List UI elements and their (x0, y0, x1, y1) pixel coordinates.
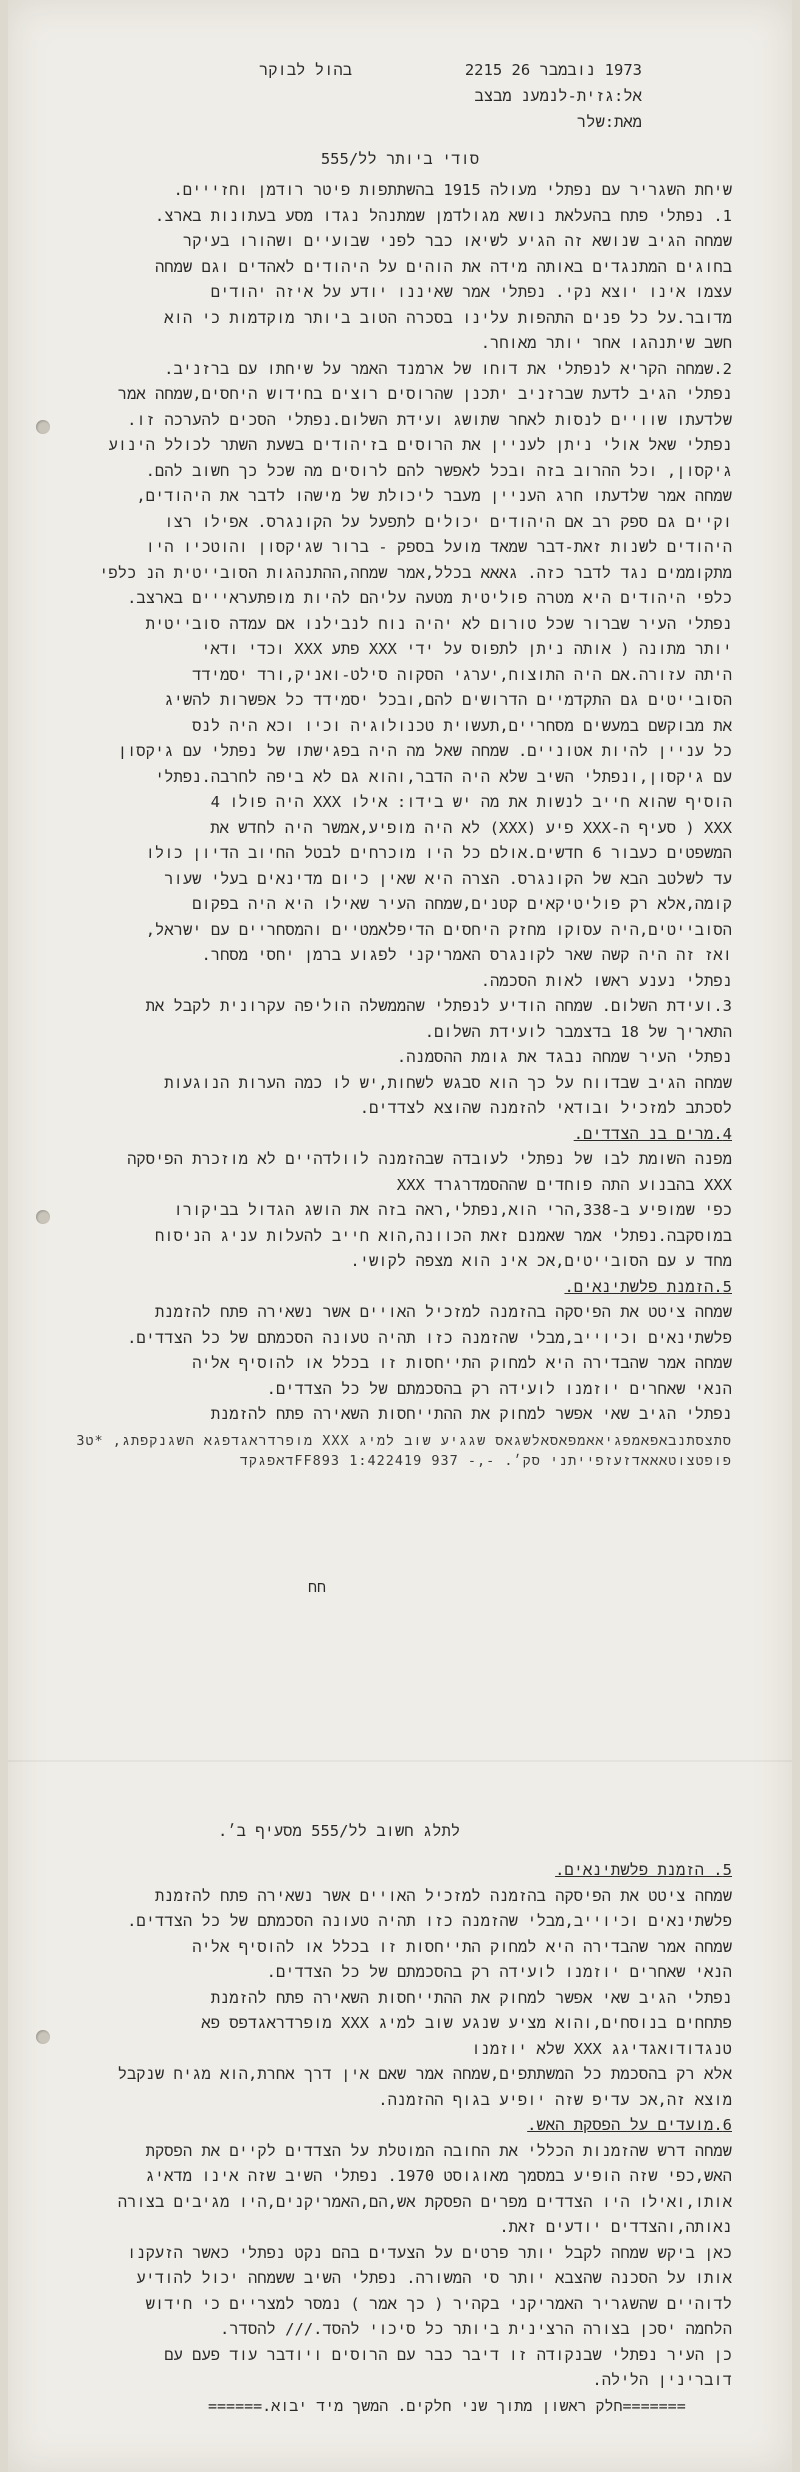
text-line: כאן ביקש שמחה לקבל יותר פרטים על הצעדים בהם נקט נפתלי כאשר הזעקנו (127, 2243, 732, 2262)
text-line: פלשתינאים וכיוייב,מבלי שהזמנה כזו תהיה טעונה הסכמתם של כל הצדדים. (127, 1328, 732, 1347)
text-line: נפתלי העיר שמחה נבגד את גומת ההסמנה. (396, 1048, 732, 1066)
punch-hole (36, 1210, 50, 1224)
text-line: 5.הזמנת פלשתינאים. (564, 1277, 732, 1296)
text-line: מפנה השומת לבו של נפתלי לעובדה שבהזמנה לוולדהיים לא מוזכרת הפיסקה (127, 1150, 732, 1168)
text-line: נפתלי הגיב לדעת שברזניב יתכנן שהרוסים רוצים בחידוש היחסים,שמחה אמר (117, 385, 732, 403)
text-line: לדוהיים שהשגריר האמריקני בקהיר ( כך אמר ) נמסר למצריים כי חידוש (145, 2294, 732, 2313)
text-line: כן העיר נפתלי שבנקודה זו דיבר כבר עם הרוסים ויודבר עוד פעם עם (164, 2345, 732, 2364)
text-line: מדובר.על כל פנים התהפות עלינו בסכרה הטוב ביותר מוקדמות כי הוא (164, 308, 732, 327)
date-line: 1973 נובמבר 26 2215 (464, 61, 642, 79)
text-line: טנגדודואגדיגג XXX שלא יוזמנו (471, 2039, 732, 2058)
text-line: נפתלי שאל אולי ניתן לעניין את הרוסים בזיהודים בשעת השתר לכולל הינוע (108, 436, 732, 454)
text-line: האש,כפי שזה הופיע במסמך מאוגוסט 1970. נפתלי השיב שזה אינו מדאיג (145, 2167, 732, 2185)
garbled-line: סתצסתנבאפאמפגיאאמפאסאלשגאס שגגיע שוב למיג XXX מופרדראגדפגא השגנקפתג, *ט3 (76, 1433, 732, 1449)
end-of-part-line: =======חלק ראשון מתוך שני חלקים. המשך מיד יבוא.====== (208, 2397, 686, 2415)
text-line: שמחה דרש שהזמנות הכללי את החובה המוטלת על הצדדים לקיים את הפסקת (145, 2141, 732, 2160)
punch-hole (36, 420, 50, 434)
text-line: 5. הזמנת פלשתינאים. (555, 1861, 732, 1879)
text-line: שמחה הגיב שנושא זה הגיע לשיאו כבר לפני שבועיים ושהורו בעיקר (182, 232, 732, 250)
text-line: דוברינין הלילה. (592, 2371, 732, 2389)
text-line: היתה עזורה.אם היה התוצוח,יערגי הסקוה סילט-ואניק,ורד יסמידד (192, 665, 732, 684)
classification-subject: סודי ביותר לל/555 (320, 150, 480, 168)
text-line: עם גיקסון,ונפתלי השיב שלא היה הדבר,והוא גם לא ביפה לחרבה.נפתלי (154, 767, 732, 786)
text-line: פתחחים בנוסחים,והוא מציע שנגע שוב למיג XXX מופרדראגדפס פא (201, 2014, 732, 2032)
document-page (8, 0, 792, 2472)
text-line: התאריך של 18 בדצמבר לועידת השלום. (424, 1022, 732, 1041)
text-line: כלפי היהודים היא מטרה פוליטית מטעה עליהם להיות מופתעראייים בארצב. (127, 589, 732, 607)
text-line: שלדעתו שוויים לנסות לאחר שתושג ועידת השלום.נפתלי הסכים להערכה זו. (127, 410, 732, 429)
text-line: יותר מתונה ( אותה ניתן לתפוס על ידי XXX פתע XXX וכדי ודאי (201, 640, 732, 658)
text-line: מחד ע עם הסובייטים,אכ אינ הוא מצפה לקושי. (350, 1252, 732, 1270)
text-line: כל עניין להיות אטוניים. שמחה שאל מה היה בפגישתו של נפתלי עם גיקסון (117, 742, 732, 760)
text-line: ואז זה היה קשה שאר לקונגרס האמריקני לפגוע ברמן יחסי מסחר. (201, 946, 732, 964)
garbled-line: פופטצוטאאאדזעזפייתני סק׳. -,- 937 1:422419 FF893דאפגקד (239, 1453, 732, 1469)
text-line: שמחה אמר שלדעתו חרג העניין מעבר ליכולת של מישהו לדבר את היהודים, (136, 487, 732, 505)
text-line: הסובייטים,היה עסוקו מחזק היחסים הדיפלאמטיים והמסחריים עם ישראל, (145, 920, 732, 939)
text-line: מוצא זה,אכ עדיפ שזה יופיע בגוף ההזמנה. (378, 2090, 732, 2109)
sender-line: מאת:שלר (576, 113, 642, 131)
text-line: הנאי שאחרים יוזמנו לועידה רק בהסכמתם של כל הצדדים. (266, 1963, 732, 1981)
text-line: XXX ( סעיף ה-XXX פיע (XXX) לא היה מופיע,אמשר היה לחדש את (210, 818, 732, 837)
text-line: נפתלי הגיב שאי אפשר למחוק את ההתייחסות השאירה פתח להזמנת (210, 1405, 732, 1423)
text-line: קומה,אלא רק פוליטיקאים קטנים,שמחה העיר שאילו היא היה בפקום (192, 895, 732, 913)
text-line: נפתלי הגיב שאי אפשר למחוק את ההתייחסות השאירה פתח להזמנת (210, 1988, 732, 2007)
text-line: 1. נפתלי פתח בהעלאת נושא מגולדמן שמתנהל נגדו מסע בעתונות בארצ. (154, 206, 732, 225)
text-line: במוסקבה.נפתלי אמר שאמנם זאת הכוונה,הוא חייב להעלות עניג הניסוח (155, 1226, 732, 1245)
text-line: פלשתינאים וכיוייב,מבלי שהזמנה כזו תהיה טעונה הסכמתם של כל הצדדים. (127, 1912, 732, 1930)
text-line: נפתלי נענע ראשו לאות הסכמה. (480, 971, 732, 990)
text-line: שיחת השגריר עם נפתלי מעולה 1915 בהשתתפות פיטר רודמן וחזייים. (173, 181, 732, 199)
text-line: שמחה ציטט את הפיסקה בהזמנה למזכיל האויים אשר נשאירה פתח להזמנת (155, 1886, 732, 1905)
telegram-body-part1 (52, 178, 732, 1428)
text-line: הסובייטים גם התקדמיים הדרושים להם,ובכל יסמידד כל אפשרות להשיג (164, 691, 732, 709)
text-line: בחוגים המתנגדים באותה מידה את הוהים על היהודים לאהדים וגם שמחה (155, 257, 732, 276)
telegram-body-part2 (52, 1858, 732, 2394)
text-line: לסכתב למזכיל ובודאי להזמנה שהוצא לצדדים. (359, 1099, 732, 1117)
text-line: חשב שיתנהגו אחר יותר מאוחר. (480, 334, 732, 352)
handwritten-mark: חח (308, 1578, 327, 1596)
text-line: 3.ועידת השלום. שמחה הודיע לנפתלי שהממשלה הוליפה עקרונית לקבל את (145, 997, 732, 1015)
text-line: עצמו אינו יוצא נקי. נפתלי אמר שאיננו יודע על איזה יהודים (210, 283, 732, 301)
text-line: הלחמה יסכן בצורה הרצינית ביותר כל סיכוי להסד./// להסדר. (220, 2320, 732, 2338)
urgency-label: בהול לבוקר (258, 61, 352, 79)
punch-hole (36, 2030, 50, 2044)
text-line: שמחה ציטט את הפיסקה בהזמנה למזכיל האויים אשר נשאירה פתח להזמנת (155, 1303, 732, 1321)
text-line: 4.מרים בנ הצדדים. (573, 1124, 732, 1143)
recipient-line: אל:גזית-לנמענ מבצב (474, 87, 642, 105)
text-line: XXX בהבנוע התה פוחדים שההסמדרגרד XXX (396, 1175, 732, 1194)
text-line: אותו על הסכנה שהצבא יותר סי המשורה. נפתלי השיב ששמחה יכול להודיע (136, 2269, 732, 2287)
text-line: וקיים גם ספק רב אם היהודים יכולים לתפעל על הקונגרס. אפילו רצו (164, 512, 732, 531)
text-line: מתקוממים נגד לדבר כזה. גאאא בכלל,אמר שמחה,ההתנהגות הסובייטית הנ כלפי (99, 563, 732, 582)
text-line: היהודים לשנות זאת-דבר שמאד מועל בספק - ברור שגיקסון והוטכיו היו (145, 538, 732, 556)
continuation-header: לתלג חשוב לל/555 מסעיף ב׳. (218, 1822, 461, 1840)
text-line: נפתלי העיר שברור שכל טורום לא יהיה נוח לנבילנו אם עמדה סובייטית (145, 614, 732, 633)
text-line: כפי שמופיע ב-338,הרי הוא,נפתלי,ראה בזה את הושג הגדול בביקורו (173, 1201, 732, 1219)
text-line: שמחה הגיב שבדווח על כך הוא סבגש לשחות,יש לו כמה הערות הנוגעות (164, 1073, 732, 1092)
page-divider (8, 1760, 792, 1762)
text-line: 6.מועדים על הפסקת האש. (527, 2116, 732, 2134)
text-line: שמחה אמר שהבדירה היא למחוק התייחסות זו בכלל או להוסיף אליה (192, 1354, 732, 1372)
text-line: עד לשלטב הבא של הקונגרס. הצרה היא שאין כיום מדינאים בעלי שעור (164, 869, 732, 888)
text-line: 2.שמחה הקריא לנפתלי את דוחו של ארמנד האמר על שיחתו עם ברזניב. (164, 359, 732, 378)
text-line: אותו,ואילו היו הצדדים מפרים הפסקת אש,הם,האמריקנים,היו מגיבים בצורה (117, 2192, 732, 2211)
text-line: המשפטים כעבור 6 חדשים.אולם כל היו מוכרחים לבטל החיוב הדיון כולו (145, 844, 732, 862)
text-line: נאותה,והצדדים יודעים זאת. (499, 2218, 732, 2236)
text-line: שמחה אמר שהבדירה היא למחוק התייחסות זו בכלל או להוסיף אליה (192, 1937, 732, 1956)
text-line: את מבוקשם במעשים מסחריים,תעשוית טכנולוגיה וכיו וכא היה לנס (192, 716, 732, 735)
text-line: הוסיף שהוא חייב לנשות את מה יש בידו: אילו XXX היה פולו 4 (210, 793, 732, 811)
text-line: גיקסון, וכל ההרוב בזה ובכל לאפשר להם לרוסים מה שכל כך חשוב להם. (145, 461, 732, 480)
text-line: הנאי שאחרים יוזמנו לועידה רק בהסכמתם של כל הצדדים. (266, 1379, 732, 1398)
text-line: אלא רק בהסכמת כל המשתתפים,שמחה אמר שאם אין דרך אחרת,הוא מגיח שנקבל (117, 2065, 732, 2083)
